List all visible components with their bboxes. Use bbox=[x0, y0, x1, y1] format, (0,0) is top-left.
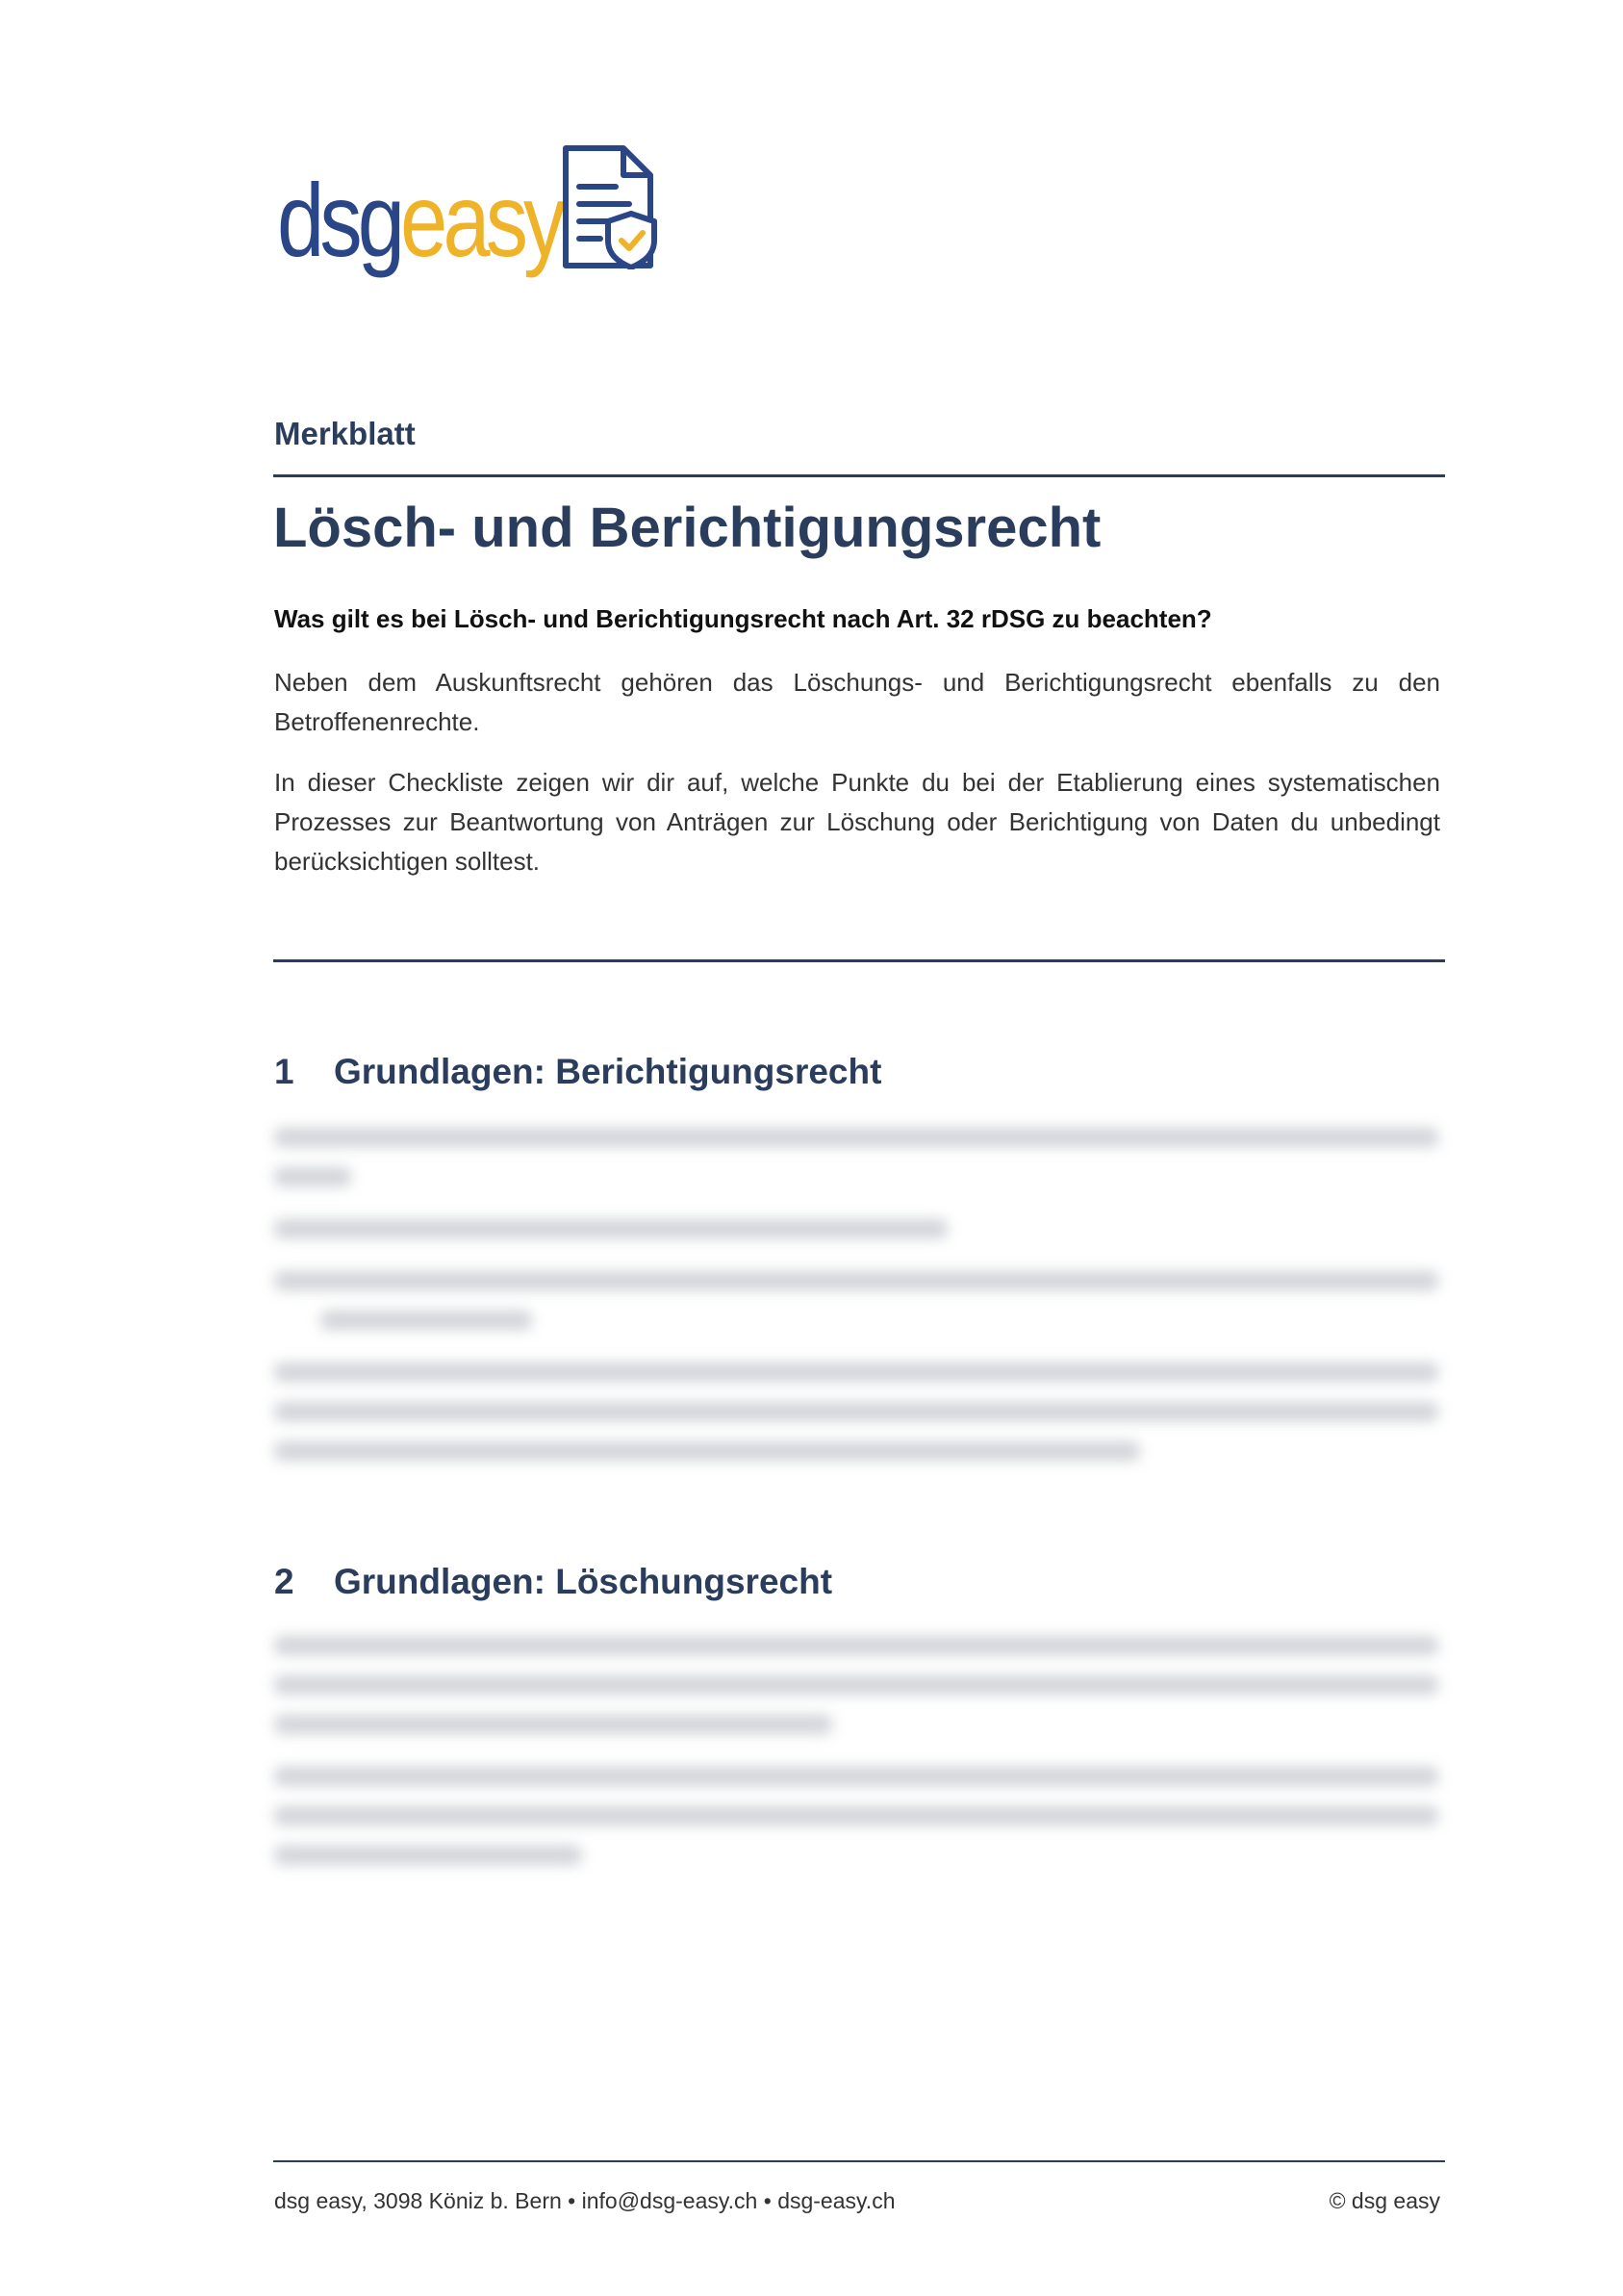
divider-intro bbox=[273, 959, 1445, 962]
footer-separator: • bbox=[568, 2188, 576, 2213]
divider-footer bbox=[273, 2160, 1445, 2162]
logo-wordmark: dsgeasy bbox=[277, 162, 562, 278]
document-shield-icon bbox=[558, 144, 662, 269]
footer-address: dsg easy, 3098 Köniz b. Bern bbox=[274, 2188, 562, 2213]
footer-separator: • bbox=[763, 2188, 772, 2213]
section-number: 1 bbox=[274, 1052, 294, 1091]
section-heading-1 bbox=[274, 1052, 881, 1092]
divider-top bbox=[273, 474, 1445, 477]
blurred-content-2 bbox=[274, 1636, 1440, 1885]
section-title: Grundlagen: Berichtigungsrecht bbox=[334, 1052, 882, 1091]
lead-question: Was gilt es bei Lösch- und Berichtigungsrecht nach Art. 32 rDSG zu beachten? bbox=[274, 604, 1212, 633]
intro-paragraph-2: In dieser Checkliste zeigen wir dir auf, welche Punkte du bei der Etablierung eines systematischen Prozesses zur Beantwortung von Anträgen zur Löschung oder Berichtigung von Daten du unbedingt berücksichtigen solltest. bbox=[274, 768, 1440, 876]
section-title: Grundlagen: Löschungsrecht bbox=[334, 1562, 833, 1601]
intro-paragraph-1: Neben dem Auskunftsrecht gehören das Löschungs- und Berichtigungsrecht ebenfalls zu den Betroffenenrechte. bbox=[274, 668, 1440, 736]
footer-contact bbox=[274, 2188, 896, 2214]
footer-copyright: © dsg easy bbox=[1329, 2188, 1440, 2213]
document-type-label: Merkblatt bbox=[274, 416, 416, 451]
section-number: 2 bbox=[274, 1562, 294, 1601]
footer-website-link[interactable]: dsg-easy.ch bbox=[777, 2188, 896, 2213]
blurred-content-1 bbox=[274, 1128, 1440, 1481]
footer-email-link[interactable]: info@dsg-easy.ch bbox=[581, 2188, 758, 2213]
logo bbox=[277, 142, 623, 278]
section-heading-2 bbox=[274, 1562, 832, 1602]
page-title: Lösch- und Berichtigungsrecht bbox=[273, 497, 1102, 559]
